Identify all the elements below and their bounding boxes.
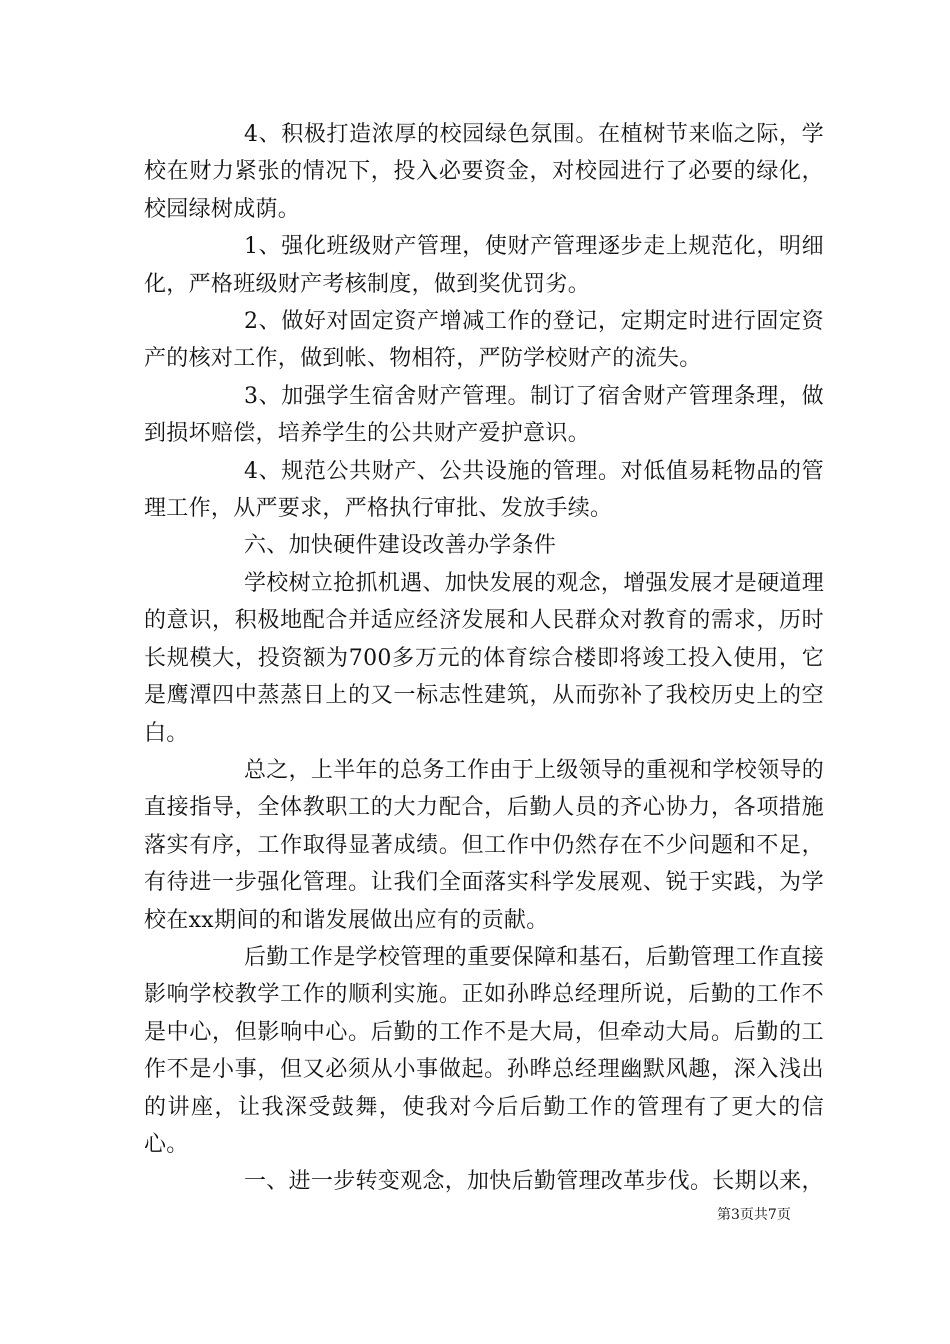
paragraph-public-facilities: 4、规范公共财产、公共设施的管理。对低值易耗物品的管理工作，从严要求，严格执行审批、发放手续。 <box>144 458 824 522</box>
section-heading-hardware: 六、加快硬件建设改善办学条件 <box>244 533 557 559</box>
page-number-footer: 第3页共7页 <box>717 1207 791 1223</box>
paragraph-class-property: 1、强化班级财产管理，使财产管理逐步走上规范化，明细化，严格班级财产考核制度，做到奖优罚劣。 <box>144 234 824 297</box>
paragraph-green-campus: 4、积极打造浓厚的校园绿色氛围。在植树节来临之际，学校在财力紧张的情况下，投入必要资金，对校园进行了必要的绿化，校园绿树成荫。 <box>144 122 824 222</box>
document-body <box>144 116 824 1201</box>
paragraph-reform: 一、进一步转变观念，加快后勤管理改革步伐。长期以来， <box>244 1169 824 1195</box>
paragraph-summary: 总之，上半年的总务工作由于上级领导的重视和学校领导的直接指导，全体教职工的大力配合，后勤人员的齐心协力，各项措施落实有序，工作取得显著成绩。但工作中仍然存在不少问题和不足，有待进一步强化管理。让我们全面落实科学发展观、锐于实践，为学校在xx期间的和谐发展做出应有的贡献。 <box>144 757 824 933</box>
paragraph-fixed-assets: 2、做好对固定资产增减工作的登记，定期定时进行固定资产的核对工作，做到帐、物相符，严防学校财产的流失。 <box>144 309 824 372</box>
paragraph-development: 学校树立抢抓机遇、加快发展的观念，增强发展才是硬道理的意识，积极地配合并适应经济发展和人民群众对教育的需求，历时长规模大，投资额为700多万元的体育综合楼即将竣工投入使用，它是鹰潭四中蒸蒸日上的又一标志性建筑，从而弥补了我校历史上的空白。 <box>144 570 824 746</box>
paragraph-dormitory-property: 3、加强学生宿舍财产管理。制订了宿舍财产管理条理，做到损坏赔偿，培养学生的公共财产爱护意识。 <box>144 383 824 447</box>
paragraph-logistics: 后勤工作是学校管理的重要保障和基石，后勤管理工作直接影响学校教学工作的顺利实施。正如孙晔总经理所说，后勤的工作不是中心，但影响中心。后勤的工作不是大局，但牵动大局。后勤的工作不是小事，但又必须从小事做起。孙晔总经理幽默风趣，深入浅出的讲座，让我深受鼓舞，使我对今后后勤工作的管理有了更大的信心。 <box>144 944 824 1157</box>
